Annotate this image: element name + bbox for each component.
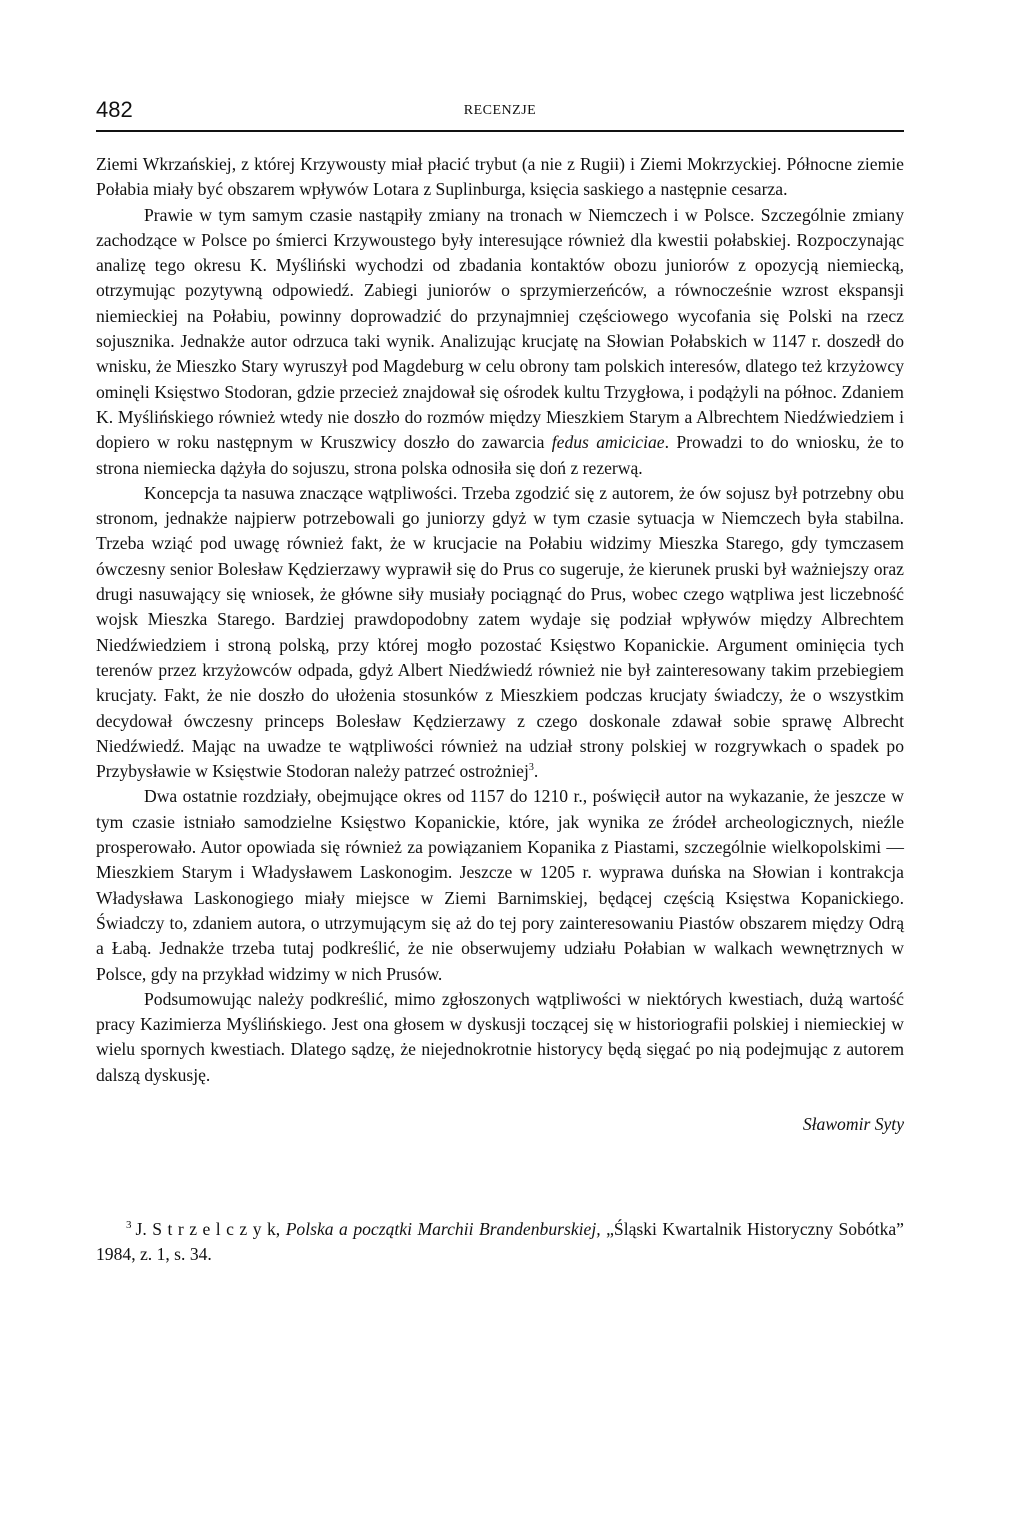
running-head	[96, 96, 904, 132]
paragraph-4: Dwa ostatnie rozdziały, obejmujące okres od 1157 do 1210 r., poświęcił autor na wykazanie, że jeszcze w tym czasie istniało samodzielne Księstwo Kopanickie, które, jak wynika ze źródeł archeologicznych, nieźle prosperowało. Autor opowiada się również za powiązaniem Kopanika z Piastami, szczególnie wielkopolskimi — Mieszkiem Starym i Władysławem Laskonogim. Jeszcze w 1205 r. wyprawa duńska na Słowian i kontrakcja Władysława Laskonogiego miały miejsce w Ziemi Barnimskiej, będącej częścią Księstwa Kopanickiego. Świadczy to, zdaniem autora, o utrzymującym się aż do tej pory zainteresowaniu Piastów obszarem między Odrą a Łabą. Jednakże trzeba tutaj podkreślić, że nie obserwujemy udziału Połabian w walkach wewnętrznych w Polsce, gdy na przykład widzimy w nich Prusów.	[96, 786, 904, 984]
paragraph-3	[96, 481, 904, 785]
footnote-author: J. S t r z e l c z y k,	[135, 1218, 281, 1239]
section-title: RECENZJE	[463, 103, 537, 118]
paragraph-2-end: . Prowadzi to do wniosku, że to strona niemiecka dążyła do sojuszu, strona polska odnosiła się doń z rezerwą.	[96, 432, 904, 478]
author-signature: Sławomir Syty	[802, 1113, 904, 1134]
footnote	[96, 1217, 904, 1267]
paragraph-2	[96, 203, 904, 481]
latin-term: fedus amiciciae	[551, 432, 665, 453]
paragraph-2-text: Prawie w tym samym czasie nastąpiły zmiany na tronach w Niemczech i w Polsce. Szczególnie zmiany zachodzące w Polsce po śmierci Krzywoustego były interesujące również dla kwestii połabskiej. Rozpoczynając analizę tego okresu K. Myśliński wychodzi od zbadania kontaktów obozu juniorów z opozycją niemiecką, otrzymując pozytywną odpowiedź. Zabiegi juniorów o sprzymierzeńców, a równocześnie wzrost ekspansji niemieckiej na Połabiu, powinny doprowadzić do przynajmniej częściowego wycofania się Polski na rzecz sojusznika. Jednakże autor odrzuca taki wynik. Analizując krucjatę na Słowian Połabskich w 1147 r. doszedł do wnisku, że Mieszko Stary wyruszył pod Magdeburg w celu obrony tam polskich interesów, dlatego też krzyżowcy ominęli Księstwo Stodoran, gdzie przecież znajdował się ośrodek kultu Trzygłowa, i podążyli na północ. Zdaniem K. Myślińskiego również wtedy nie doszło do rozmów między Mieszkiem Starym a Albrechtem Niedźwiedziem i dopiero w roku następnym w Kruszwicy doszło do zawarcia	[96, 204, 904, 453]
body-text	[96, 152, 904, 1088]
page	[96, 96, 904, 1267]
footnote-reference[interactable]: 3	[528, 762, 534, 774]
footnote-title: Polska a początki Marchii Brandenburskiej,	[285, 1218, 601, 1239]
paragraph-3-text: Koncepcja ta nasuwa znaczące wątpliwości. Trzeba zgodzić się z autorem, że ów sojusz był potrzebny obu stronom, jednakże najpierw potrzebowali go juniorzy gdyż w tym czasie sytuacja w Niemczech była stabilna. Trzeba wziąć pod uwagę również fakt, że w krucjacie na Połabiu widzimy Mieszka Starego, gdy tymczasem ówczesny senior Bolesław Kędzierzawy wyprawił się do Prus co sugeruje, że kierunek pruski był ważniejszy oraz drugi nasuwający się wniosek, że główne siły musiały pociągnąć do Prus, wobec czego wątpliwa jest liczebność wojsk Mieszka Starego. Bardziej prawdopodobny zatem wydaje się podział wpływów między Albrechtem Niedźwiedziem i stroną polską, przy której mogło pozostać Księstwo Kopanickie. Argument ominięcia tych terenów przez krzyżowców odpada, gdyż Albert Niedźwiedź również nie był zainteresowany takim przebiegiem krucjaty. Fakt, że nie doszło do ułożenia stosunków z Mieszkiem podczas krucjaty świadczy, że o wszystkim decydował ówczesny princeps Bolesław Kędzierzawy z czego doskonale zdawał sobie sprawę Albrecht Niedźwiedź. Mając na uwadze te wątpliwości również na udział strony polskiej w rozgrywkach o spadek po Przybysławie w Księstwie Stodoran należy patrzeć ostrożniej	[96, 482, 904, 782]
paragraph-5: Podsumowując należy podkreślić, mimo zgłoszonych wątpliwości w niektórych kwestiach, dużą wartość pracy Kazimierza Myślińskiego. Jest ona głosem w dyskusji toczącej się w historiografii polskiej i niemieckiej w wielu spornych kwestiach. Dlatego sądzę, że niejednokrotnie historycy będą sięgać po nią podejmując z autorem dalszą dyskusję.	[96, 988, 904, 1085]
footnote-mark: 3	[126, 1219, 132, 1232]
footnote-citation: „Śląski Kwartalnik Historyczny Sobótka” 1984, z. 1, s. 34.	[96, 1218, 904, 1264]
paragraph-1: Ziemi Wkrzańskiej, z której Krzywousty miał płacić trybut (a nie z Rugii) i Ziemi Mokrzyckiej. Północne ziemie Połabia miały być obszarem wpływów Lotara z Suplinburga, księcia saskiego a następnie cesarza.	[96, 154, 904, 200]
paragraph-3-end: .	[533, 761, 539, 782]
page-number: 482	[96, 97, 133, 122]
